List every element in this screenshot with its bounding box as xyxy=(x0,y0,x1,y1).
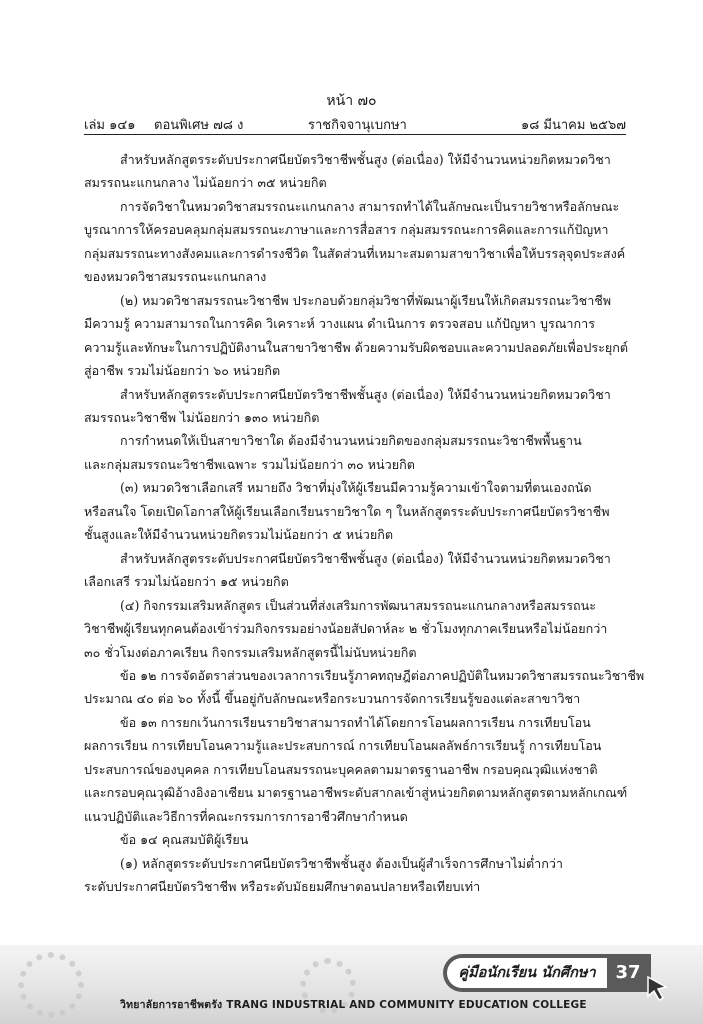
paragraph-line: การจัดวิชาในหมวดวิชาสมรรถนะแกนกลาง สามารถทำได้ในลักษณะเป็นรายวิชาหรือลักษณะ xyxy=(120,198,620,214)
issue-label: ตอนพิเศษ ๗๘ ง xyxy=(154,118,244,133)
paragraph-line: ชั้นสูงและให้มีจำนวนหน่วยกิตรวมไม่น้อยกว่า ๕ หน่วยกิต xyxy=(84,527,394,543)
paragraph-line: สำหรับหลักสูตรระดับประกาศนียบัตรวิชาชีพชั้นสูง (ต่อเนื่อง) ให้มีจำนวนหน่วยกิตหมวดวิชา xyxy=(120,550,611,566)
paragraph-line: ผลการเรียน การเทียบโอนความรู้และประสบการณ์ การเทียบโอนผลลัพธ์การเรียนรู้ การเทียบโอน xyxy=(84,738,602,754)
paragraph-line: วิชาชีพผู้เรียนทุกคนต้องเข้าร่วมกิจกรรมอย่างน้อยสัปดาห์ละ ๒ ชั่วโมงทุกภาคเรียนหรือไม่น้อยกว่า xyxy=(84,621,608,637)
paragraph-line: ข้อ ๑๔ คุณสมบัติผู้เรียน xyxy=(120,832,249,848)
footer-page-number: 37 xyxy=(615,962,641,983)
paragraph-line: (๑) หลักสูตรระดับประกาศนียบัตรวิชาชีพชั้นสูง ต้องเป็นผู้สำเร็จการศึกษาไม่ต่ำกว่า xyxy=(120,855,563,871)
paragraph-line: ประสบการณ์ของบุคคล การเทียบโอนสมรรถนะบุคคลตามมาตรฐานอาชีพ กรอบคุณวุฒิแห่งชาติ xyxy=(84,761,598,777)
paragraph-line: สู่อาชีพ รวมไม่น้อยกว่า ๖๐ หน่วยกิต xyxy=(84,363,281,379)
paragraph-line: (๓) หมวดวิชาเลือกเสรี หมายถึง วิชาที่มุ่งให้ผู้เรียนมีความรู้ความเข้าใจตามที่ตนเองถนัด xyxy=(120,480,592,496)
paragraph-line: ๓๐ ชั่วโมงต่อภาคเรียน กิจกรรมเสริมหลักสูตรนี้ไม่นับหน่วยกิต xyxy=(84,644,417,660)
paragraph-line: ความรู้และทักษะในการปฏิบัติงานในสาขาวิชาชีพ ด้วยความรับผิดชอบและความปลอดภัยเพื่อประยุกต์ xyxy=(84,339,629,355)
document-body xyxy=(84,148,645,899)
paragraph-line: (๒) หมวดวิชาสมรรถนะวิชาชีพ ประกอบด้วยกลุ่มวิชาที่พัฒนาผู้เรียนให้เกิดสมรรถนะวิชาชีพ xyxy=(120,292,612,308)
paragraph-line: หรือสนใจ โดยเปิดโอกาสให้ผู้เรียนเลือกเรียนรายวิชาใด ๆ ในหลักสูตรระดับประกาศนียบัตรวิชาชีพ xyxy=(84,503,610,519)
college-name: วิทยาลัยการอาชีพตรัง TRANG INDUSTRIAL AND COMMUNITY EDUCATION COLLEGE xyxy=(120,999,587,1011)
paragraph-line: เลือกเสรี รวมไม่น้อยกว่า ๑๕ หน่วยกิต xyxy=(84,574,289,590)
volume-label: เล่ม ๑๔๑ xyxy=(84,118,136,133)
paragraph-line: กลุ่มสมรรถนะทางสังคมและการดำรงชีวิต ในสัดส่วนที่เหมาะสมตามสาขาวิชาเพื่อให้บรรลุจุดประสงค์ xyxy=(84,245,626,261)
paragraph-line: ประมาณ ๔๐ ต่อ ๖๐ ทั้งนี้ ขึ้นอยู่กับลักษณะหรือกระบวนการจัดการเรียนรู้ของแต่ละสาขาวิชา xyxy=(84,691,581,707)
paragraph-line: และกรอบคุณวุฒิอ้างอิงอาเซียน มาตรฐานอาชีพระดับสากลเข้าสู่หน่วยกิตตามหลักสูตรตามหลักเกณฑ์ xyxy=(84,785,628,801)
paragraph-line: และกลุ่มสมรรถนะวิชาชีพเฉพาะ รวมไม่น้อยกว่า ๓๐ หน่วยกิต xyxy=(84,456,415,472)
gear-decoration-icon xyxy=(18,952,84,1018)
paragraph-line: ข้อ ๑๓ การยกเว้นการเรียนรายวิชาสามารถทำได้โดยการโอนผลการเรียน การเทียบโอน xyxy=(120,714,591,730)
paragraph-line: มีความรู้ ความสามารถในการคิด วิเคราะห์ วางแผน ดำเนินการ ตรวจสอบ แก้ปัญหา บูรณาการ xyxy=(84,316,595,332)
handbook-title: คู่มือนักเรียน นักศึกษา xyxy=(447,958,607,988)
gazette-date: ๑๘ มีนาคม ๒๕๖๗ xyxy=(520,118,626,133)
gazette-name: ราชกิจจานุเบกษา xyxy=(308,118,407,133)
paragraph-line: ของหมวดวิชาสมรรถนะแกนกลาง xyxy=(84,269,267,285)
paragraph-line: แนวปฏิบัติและวิธีการที่คณะกรรมการการอาชีวศึกษากำหนด xyxy=(84,808,408,824)
paragraph-line: ข้อ ๑๒ การจัดอัตราส่วนของเวลาการเรียนรู้ภาคทฤษฎีต่อภาคปฏิบัติในหมวดวิชาสมรรถนะวิชาชีพ xyxy=(120,667,645,683)
paragraph-line: (๔) กิจกรรมเสริมหลักสูตร เป็นส่วนที่ส่งเสริมการพัฒนาสมรรถนะแกนกลางหรือสมรรถนะ xyxy=(120,597,597,613)
paragraph-line: การกำหนดให้เป็นสาขาวิชาใด ต้องมีจำนวนหน่วยกิตของกลุ่มสมรรถนะวิชาชีพพื้นฐาน xyxy=(120,433,582,449)
paragraph-line: สำหรับหลักสูตรระดับประกาศนียบัตรวิชาชีพชั้นสูง (ต่อเนื่อง) ให้มีจำนวนหน่วยกิตหมวดวิชา xyxy=(120,152,611,167)
paragraph-line: สำหรับหลักสูตรระดับประกาศนียบัตรวิชาชีพชั้นสูง (ต่อเนื่อง) ให้มีจำนวนหน่วยกิตหมวดวิชา xyxy=(120,386,611,402)
pointer-arrow-icon xyxy=(646,975,670,1001)
paragraph-line: สมรรถนะวิชาชีพ ไม่น้อยกว่า ๑๓๐ หน่วยกิต xyxy=(84,409,320,425)
paragraph-line: ระดับประกาศนียบัตรวิชาชีพ หรือระดับมัธยมศึกษาตอนปลายหรือเทียบเท่า xyxy=(84,879,481,895)
paragraph-line: สมรรถนะแกนกลาง ไม่น้อยกว่า ๓๕ หน่วยกิต xyxy=(84,175,327,191)
gazette-header xyxy=(84,114,626,135)
paragraph-line: บูรณาการให้ครอบคลุมกลุ่มสมรรถนะภาษาและการสื่อสาร กลุ่มสมรรถนะการคิดและการแก้ปัญหา xyxy=(84,222,609,238)
page-number-label: หน้า ๗๐ xyxy=(326,93,377,109)
